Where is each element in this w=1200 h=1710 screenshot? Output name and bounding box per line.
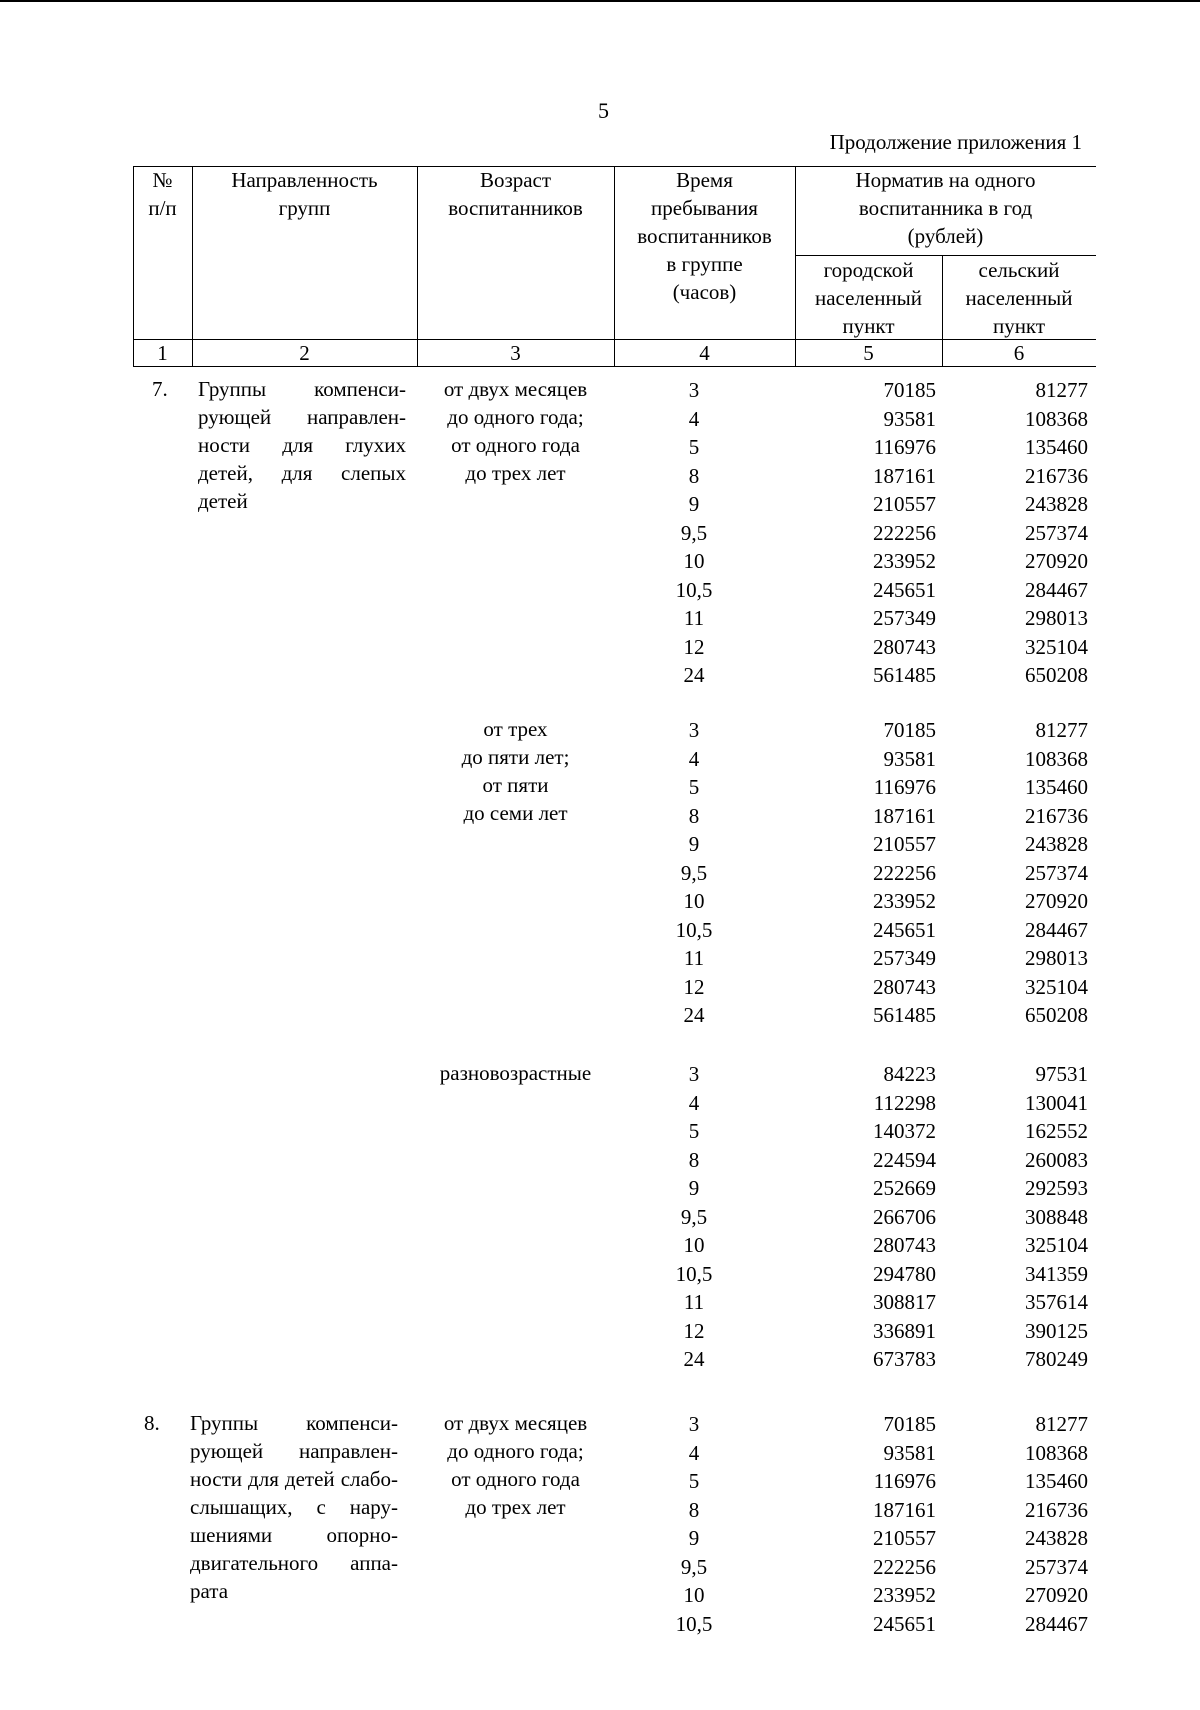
age-range xyxy=(417,715,614,827)
urban-standard-cell: 210557 xyxy=(873,1526,936,1550)
urban-standard-cell: 222256 xyxy=(873,521,936,545)
age-range-line: до трех лет xyxy=(465,461,566,485)
age-range xyxy=(417,1409,614,1521)
urban-standard-cell: 561485 xyxy=(873,663,936,687)
header-col-number-line: № xyxy=(152,168,173,192)
group-number: 8. xyxy=(144,1411,160,1435)
group-direction-line: ности для глухих xyxy=(198,433,406,457)
hours-cell: 12 xyxy=(683,1319,705,1343)
hours-cell: 5 xyxy=(688,1119,700,1143)
hours-cell: 4 xyxy=(688,747,700,771)
hours-cell: 11 xyxy=(683,946,705,970)
hours-cell: 12 xyxy=(683,635,705,659)
rural-standard-cell: 284467 xyxy=(1025,918,1088,942)
hours-cell: 8 xyxy=(688,1498,700,1522)
hours-cell: 10,5 xyxy=(675,1262,713,1286)
rural-standard-cell: 108368 xyxy=(1025,407,1088,431)
rural-standard-cell: 650208 xyxy=(1025,663,1088,687)
hours-cell: 4 xyxy=(688,1091,700,1115)
rural-standard-cell: 135460 xyxy=(1025,1469,1088,1493)
age-range-line: от двух месяцев xyxy=(443,377,588,401)
header-col-urban xyxy=(795,256,942,340)
column-number-4: 4 xyxy=(699,341,710,365)
rural-standard-cell: 257374 xyxy=(1025,861,1088,885)
urban-standard-cell: 252669 xyxy=(873,1176,936,1200)
hours-cell: 24 xyxy=(683,1347,705,1371)
header-col-rural-line: населенный xyxy=(965,286,1073,310)
age-range xyxy=(417,1059,614,1087)
rural-standard-cell: 284467 xyxy=(1025,578,1088,602)
rural-standard-cell: 162552 xyxy=(1025,1119,1088,1143)
page-number: 5 xyxy=(598,98,609,123)
header-col-hours-line: пребывания xyxy=(651,196,758,220)
rural-standard-cell: 325104 xyxy=(1025,975,1088,999)
header-col-urban-line: пункт xyxy=(842,314,895,338)
hours-cell: 8 xyxy=(688,464,700,488)
rural-standard-cell: 97531 xyxy=(1035,1062,1088,1086)
hours-cell: 3 xyxy=(688,718,700,742)
rural-standard-cell: 270920 xyxy=(1025,889,1088,913)
header-col-direction xyxy=(192,166,417,222)
header-col-direction-line: Направленность xyxy=(231,168,378,192)
hours-cell: 10,5 xyxy=(675,1612,713,1636)
urban-standard-cell: 70185 xyxy=(883,378,936,402)
column-number-1: 1 xyxy=(157,341,168,365)
hours-cell: 9,5 xyxy=(680,1205,708,1229)
header-col-hours-line: (часов) xyxy=(672,280,737,304)
urban-standard-cell: 140372 xyxy=(873,1119,936,1143)
age-range-line: от одного года xyxy=(451,433,580,457)
rural-standard-cell: 108368 xyxy=(1025,747,1088,771)
urban-standard-cell: 187161 xyxy=(873,804,936,828)
rural-standard-cell: 135460 xyxy=(1025,435,1088,459)
hours-cell: 8 xyxy=(688,804,700,828)
continuation-title: Продолжение приложения 1 xyxy=(829,130,1082,154)
header-col-hours-line: Время xyxy=(676,168,733,192)
urban-standard-cell: 294780 xyxy=(873,1262,936,1286)
urban-standard-cell: 116976 xyxy=(873,435,936,459)
hours-cell: 10 xyxy=(683,889,705,913)
urban-standard-cell: 70185 xyxy=(883,718,936,742)
group-direction-line: детей, для слепых xyxy=(198,461,406,485)
age-range-line: до семи лет xyxy=(463,801,568,825)
header-col-hours xyxy=(614,166,795,306)
urban-standard-cell: 673783 xyxy=(873,1347,936,1371)
hours-cell: 5 xyxy=(688,435,700,459)
age-range-line: до пяти лет; xyxy=(461,745,570,769)
column-number-5: 5 xyxy=(863,341,874,365)
rural-standard-cell: 341359 xyxy=(1025,1262,1088,1286)
group-direction-line: детей xyxy=(198,489,248,513)
rural-standard-cell: 357614 xyxy=(1025,1290,1088,1314)
header-col-number-line: п/п xyxy=(148,196,177,220)
header-col-standard-line: (рублей) xyxy=(907,224,984,248)
column-number-6: 6 xyxy=(1013,341,1025,365)
hours-cell: 11 xyxy=(683,606,705,630)
hours-cell: 9,5 xyxy=(680,1555,708,1579)
header-col-direction-line: групп xyxy=(278,196,331,220)
hours-cell: 9 xyxy=(688,1176,700,1200)
rural-standard-cell: 284467 xyxy=(1025,1612,1088,1636)
rural-standard-cell: 243828 xyxy=(1025,492,1088,516)
hours-cell: 4 xyxy=(688,1441,700,1465)
hours-cell: 10,5 xyxy=(675,578,713,602)
header-col-hours-line: воспитанников xyxy=(637,224,772,248)
urban-standard-cell: 245651 xyxy=(873,578,936,602)
hours-cell: 24 xyxy=(683,663,705,687)
hours-cell: 9,5 xyxy=(680,521,708,545)
hours-cell: 9 xyxy=(688,492,700,516)
rural-standard-cell: 308848 xyxy=(1025,1205,1088,1229)
group-direction-line: рующей направлен- xyxy=(198,405,406,429)
group-direction-line: рующей направлен- xyxy=(190,1439,398,1463)
age-range-line: от трех xyxy=(483,717,548,741)
hours-cell: 9,5 xyxy=(680,861,708,885)
urban-standard-cell: 245651 xyxy=(873,1612,936,1636)
hours-cell: 10 xyxy=(683,1583,705,1607)
urban-standard-cell: 222256 xyxy=(873,1555,936,1579)
urban-standard-cell: 257349 xyxy=(873,606,936,630)
rural-standard-cell: 216736 xyxy=(1025,1498,1088,1522)
rural-standard-cell: 81277 xyxy=(1035,378,1088,402)
rural-standard-cell: 130041 xyxy=(1025,1091,1088,1115)
rural-standard-cell: 270920 xyxy=(1025,1583,1088,1607)
scan-top-edge xyxy=(0,0,1200,2)
rural-standard-cell: 270920 xyxy=(1025,549,1088,573)
group-direction-line: Группы компенси- xyxy=(190,1411,398,1435)
urban-standard-cell: 93581 xyxy=(883,1441,936,1465)
hours-cell: 3 xyxy=(688,378,700,402)
hours-cell: 11 xyxy=(683,1290,705,1314)
urban-standard-cell: 210557 xyxy=(873,492,936,516)
hours-cell: 8 xyxy=(688,1148,700,1172)
urban-standard-cell: 233952 xyxy=(873,549,936,573)
urban-standard-cell: 93581 xyxy=(883,407,936,431)
urban-standard-cell: 222256 xyxy=(873,861,936,885)
age-range-line: от двух месяцев xyxy=(443,1411,588,1435)
urban-standard-cell: 187161 xyxy=(873,464,936,488)
rural-standard-cell: 298013 xyxy=(1025,606,1088,630)
rural-standard-cell: 298013 xyxy=(1025,946,1088,970)
group-direction-line: двигательного аппа- xyxy=(190,1551,398,1575)
hours-cell: 10 xyxy=(683,1233,705,1257)
age-range-line: до одного года; xyxy=(447,1439,584,1463)
urban-standard-cell: 233952 xyxy=(873,889,936,913)
age-range-line: до одного года; xyxy=(447,405,584,429)
urban-standard-cell: 210557 xyxy=(873,832,936,856)
urban-standard-cell: 280743 xyxy=(873,975,936,999)
age-range-line: от пяти xyxy=(482,773,549,797)
urban-standard-cell: 336891 xyxy=(873,1319,936,1343)
column-number-2: 2 xyxy=(299,341,310,365)
header-col-rural xyxy=(942,256,1096,340)
urban-standard-cell: 266706 xyxy=(873,1205,936,1229)
rural-standard-cell: 780249 xyxy=(1025,1347,1088,1371)
urban-standard-cell: 280743 xyxy=(873,1233,936,1257)
rural-standard-cell: 325104 xyxy=(1025,635,1088,659)
header-nums-bottom-rule xyxy=(133,366,1096,367)
group-direction xyxy=(198,375,406,515)
urban-standard-cell: 84223 xyxy=(883,1062,936,1086)
urban-standard-cell: 245651 xyxy=(873,918,936,942)
urban-standard-cell: 116976 xyxy=(873,1469,936,1493)
rural-standard-cell: 216736 xyxy=(1025,804,1088,828)
rural-standard-cell: 243828 xyxy=(1025,1526,1088,1550)
hours-cell: 10,5 xyxy=(675,918,713,942)
group-direction-line: слышащих, с нару- xyxy=(190,1495,398,1519)
hours-cell: 12 xyxy=(683,975,705,999)
header-col-urban-line: городской xyxy=(823,258,914,282)
rural-standard-cell: 390125 xyxy=(1025,1319,1088,1343)
rural-standard-cell: 257374 xyxy=(1025,521,1088,545)
urban-standard-cell: 233952 xyxy=(873,1583,936,1607)
rural-standard-cell: 650208 xyxy=(1025,1003,1088,1027)
hours-cell: 9 xyxy=(688,1526,700,1550)
header-col-age-line: Возраст xyxy=(479,168,552,192)
header-col-rural-line: пункт xyxy=(992,314,1046,338)
group-direction-line: Группы компенси- xyxy=(198,377,406,401)
urban-standard-cell: 116976 xyxy=(873,775,936,799)
hours-cell: 4 xyxy=(688,407,700,431)
hours-cell: 3 xyxy=(688,1412,700,1436)
column-number-3: 3 xyxy=(510,341,521,365)
urban-standard-cell: 70185 xyxy=(883,1412,936,1436)
age-range-line: разновозрастные xyxy=(439,1061,592,1085)
header-col-age xyxy=(417,166,614,222)
age-range-line: до трех лет xyxy=(465,1495,566,1519)
header-col-standard-line: воспитанника в год xyxy=(858,196,1033,220)
urban-standard-cell: 308817 xyxy=(873,1290,936,1314)
group-direction-line: шениями опорно- xyxy=(190,1523,398,1547)
header-col-rural-line: сельский xyxy=(978,258,1060,282)
urban-standard-cell: 561485 xyxy=(873,1003,936,1027)
rural-standard-cell: 135460 xyxy=(1025,775,1088,799)
urban-standard-cell: 93581 xyxy=(883,747,936,771)
urban-standard-cell: 187161 xyxy=(873,1498,936,1522)
urban-standard-cell: 257349 xyxy=(873,946,936,970)
rural-standard-cell: 81277 xyxy=(1035,718,1088,742)
age-range xyxy=(417,375,614,487)
header-col-hours-line: в группе xyxy=(666,252,743,276)
header-col-standard xyxy=(795,166,1096,250)
age-range-line: от одного года xyxy=(451,1467,580,1491)
rural-standard-cell: 325104 xyxy=(1025,1233,1088,1257)
group-direction xyxy=(190,1409,398,1605)
rural-standard-cell: 257374 xyxy=(1025,1555,1088,1579)
header-col-standard-line: Норматив на одного xyxy=(855,168,1036,192)
rural-standard-cell: 243828 xyxy=(1025,832,1088,856)
header-col-number xyxy=(133,166,192,222)
hours-cell: 24 xyxy=(683,1003,705,1027)
urban-standard-cell: 224594 xyxy=(873,1148,936,1172)
header-col-urban-line: населенный xyxy=(814,286,923,310)
hours-cell: 5 xyxy=(688,775,700,799)
hours-cell: 9 xyxy=(688,832,700,856)
rural-standard-cell: 260083 xyxy=(1025,1148,1088,1172)
urban-standard-cell: 280743 xyxy=(873,635,936,659)
group-direction-line: ности для детей слабо- xyxy=(190,1467,398,1491)
hours-cell: 3 xyxy=(688,1062,700,1086)
rural-standard-cell: 216736 xyxy=(1025,464,1088,488)
rural-standard-cell: 108368 xyxy=(1025,1441,1088,1465)
rural-standard-cell: 81277 xyxy=(1035,1412,1088,1436)
header-col-age-line: воспитанников xyxy=(448,196,583,220)
hours-cell: 5 xyxy=(688,1469,700,1493)
rural-standard-cell: 292593 xyxy=(1025,1176,1088,1200)
group-direction-line: рата xyxy=(190,1579,229,1603)
hours-cell: 10 xyxy=(683,549,705,573)
urban-standard-cell: 112298 xyxy=(873,1091,936,1115)
group-number: 7. xyxy=(152,377,168,401)
